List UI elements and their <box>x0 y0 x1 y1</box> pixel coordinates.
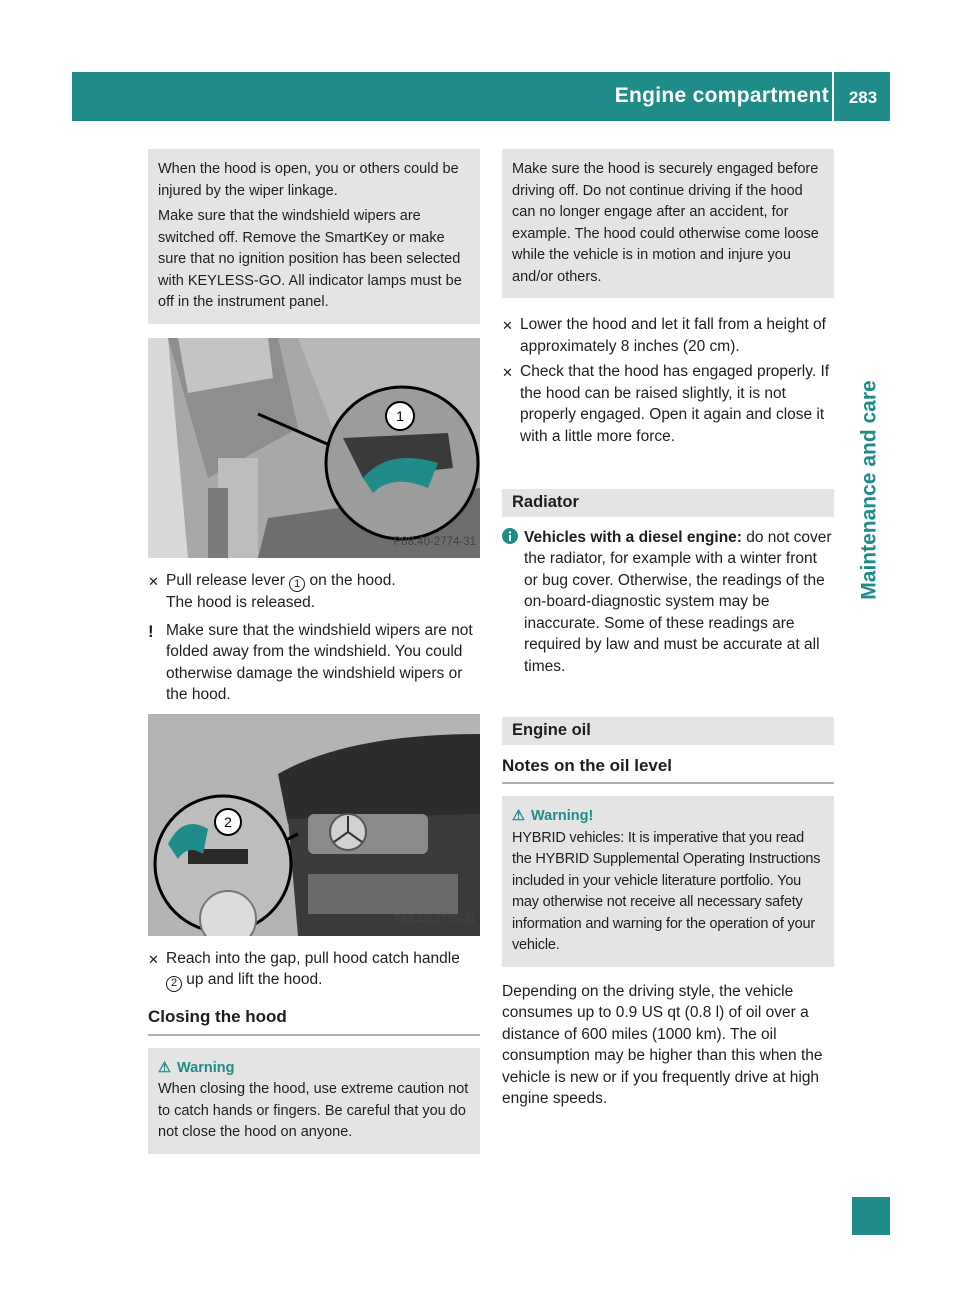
note-para-1: When the hood is open, you or others could be injured by the wiper linkage. <box>158 161 459 199</box>
step-arrow-icon: ✕ <box>148 573 159 589</box>
warning-title-text: Warning <box>177 1059 235 1076</box>
left-column <box>148 149 480 1154</box>
step-arrow-icon: ✕ <box>148 951 159 967</box>
caution-note <box>148 620 480 706</box>
note-para-2: Make sure that the windshield wipers are switched off. Remove the SmartKey or make sure that no ignition position has been selected with KEYLESS-GO. All indicator lamps must be off in the instrument panel. <box>158 208 462 310</box>
side-tab <box>835 230 905 750</box>
radiator-info <box>502 527 834 678</box>
side-tab-label: Maintenance and care <box>858 380 882 600</box>
release-lever-photo <box>148 338 480 558</box>
page-number: 283 <box>848 88 878 107</box>
step2-text-b: up and lift the hood. <box>182 971 323 989</box>
radiator-info-text: do not cover the radiator, for example with a winter front or bug cover. Otherwise, the readings of the on-board-diagnostic system may be inaccurate. Some of these readings are required by law and must be accurate at all times. <box>524 528 832 675</box>
hybrid-warning-box <box>502 796 834 967</box>
header-divider <box>832 72 834 121</box>
oil-level-heading: Notes on the oil level <box>502 755 834 785</box>
side-tab-marker <box>852 1197 890 1235</box>
step-arrow-icon: ✕ <box>502 318 513 333</box>
page-title: Engine compartment <box>614 84 829 107</box>
step1-result: The hood is released. <box>166 594 316 612</box>
photo2-caption: P88.40-2776-31 <box>393 914 476 927</box>
warning2-title <box>512 806 824 828</box>
info-icon <box>502 527 518 678</box>
hood-open-note <box>148 149 480 324</box>
warning2-title-text: Warning! <box>531 808 594 824</box>
closing-warning-box <box>148 1048 480 1154</box>
step1-text-b: on the hood. <box>305 571 396 589</box>
hood-catch-illustration <box>148 714 480 936</box>
hood-engaged-note <box>502 149 834 298</box>
release-lever-illustration <box>148 338 480 558</box>
warning-text: When closing the hood, use extreme caution not to catch hands or fingers. Be careful that you do not close the hood on anyone. <box>158 1081 469 1140</box>
warning-triangle-icon: ⚠ <box>158 1059 171 1076</box>
step3-text: Lower the hood and let it fall from a height of approximately 8 inches (20 cm). <box>520 316 826 355</box>
caution-marker-icon: ! <box>148 621 154 641</box>
oil-consumption-text: Depending on the driving style, the vehicle consumes up to 0.9 US qt (0.8 l) of oil over a distance of 600 miles (1000 km). The oil consumption may be higher than this when the vehicle is new or if you frequently drive at high engine speeds. <box>502 982 823 1107</box>
photo1-callout: 1 <box>396 407 404 424</box>
step-check-hood <box>502 361 834 447</box>
callout-1-icon: 1 <box>289 576 305 592</box>
closing-hood-heading: Closing the hood <box>148 1006 480 1036</box>
step-lower-hood <box>502 314 834 357</box>
callout-2-icon: 2 <box>166 976 182 992</box>
step1-text-a: Pull release lever <box>166 571 290 589</box>
step-pull-catch <box>148 948 480 992</box>
step-pull-lever <box>148 570 480 614</box>
note2-text: Make sure the hood is securely engaged before driving off. Do not continue driving if the hood can no longer engage after an accident, for example. The hood could otherwise come loose while the vehicle is in motion and injure you and/or others. <box>512 161 819 285</box>
warning-triangle-icon: ⚠ <box>512 808 525 824</box>
right-column <box>502 149 834 1110</box>
warning-title <box>158 1058 470 1080</box>
photo1-caption: P88.40-2774-31 <box>393 536 476 548</box>
warning2-text: HYBRID vehicles: It is imperative that you read the HYBRID Supplemental Operating Instructions included in your vehicle literature portfolio. You may otherwise not receive all necessary safety information and warning for the operation of your vehicle. <box>512 829 821 953</box>
step2-text-a: Reach into the gap, pull hood catch handle <box>166 949 460 967</box>
radiator-heading: Radiator <box>502 489 834 517</box>
hood-catch-photo <box>148 714 480 936</box>
engine-oil-heading: Engine oil <box>502 717 834 745</box>
caution-text: Make sure that the windshield wipers are not folded away from the windshield. You could otherwise damage the windshield wipers or the hood. <box>166 621 473 704</box>
photo2-callout: 2 <box>224 813 232 830</box>
step-arrow-icon: ✕ <box>502 365 513 380</box>
radiator-info-bold: Vehicles with a diesel engine: <box>524 528 742 546</box>
step4-text: Check that the hood has engaged properly. If the hood can be raised slightly, it is not properly engaged. Open it again and close it with a little more force. <box>520 363 830 445</box>
